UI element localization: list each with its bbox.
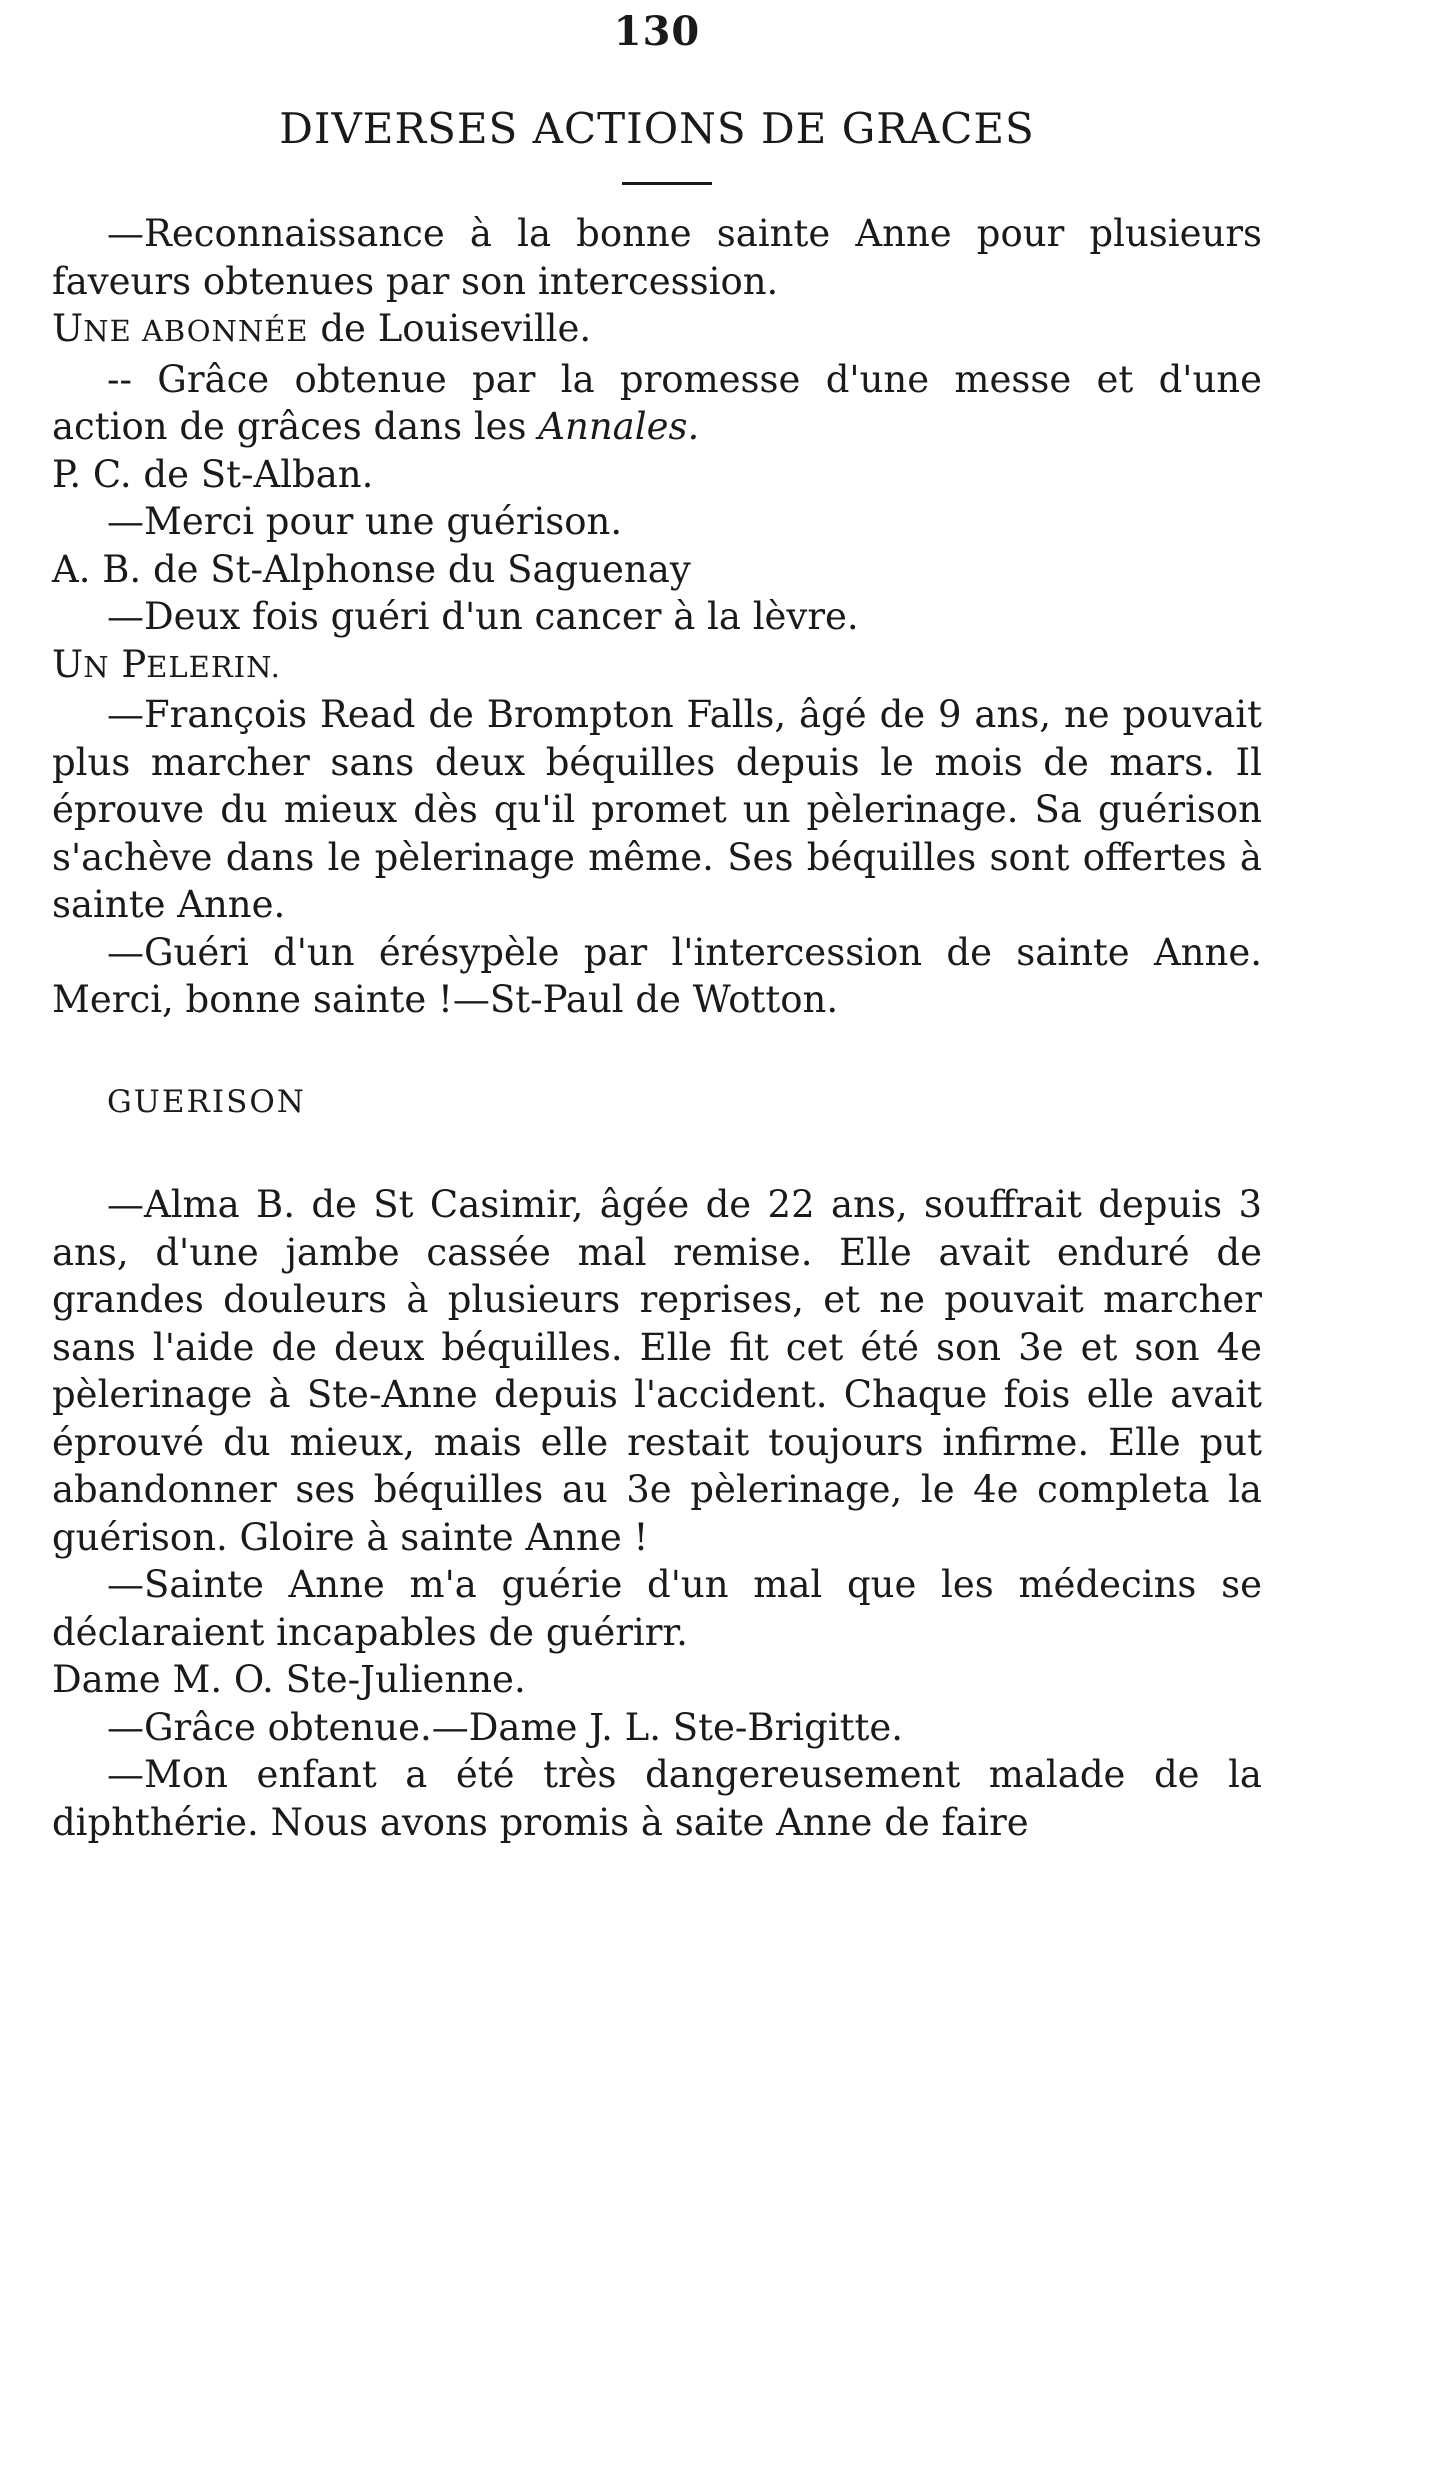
entry-paragraph: —Sainte Anne m'a guérie d'un mal que les médecins se déclaraient incapables de guérirr.: [52, 1563, 1262, 1654]
entry-paragraph: —Deux fois guéri d'un cancer à la lèvre.: [107, 595, 859, 638]
entry-signature: A. B. de St-Alphonse du Saguenay: [52, 547, 691, 591]
entry-paragraph: —Guéri d'un érésypèle par l'intercession de sainte Anne. Merci, bonne sainte !—St-Paul de Wotton.: [52, 930, 1262, 1021]
entry-paragraph: -- Grâce obtenue par la promesse d'une messe et d'une action de grâces dans les Annales.: [52, 357, 1262, 448]
entry-paragraph: —Mon enfant a été très dangereusement malade de la diphthérie. Nous avons promis à saite Anne de faire: [52, 1753, 1262, 1844]
title-divider: [622, 182, 712, 185]
entry-signature: P. C. de St-Alban.: [52, 452, 374, 496]
section-gap: [52, 1024, 1262, 1079]
entry-signature: UN PELERIN.: [52, 642, 281, 686]
section-gap: [52, 1126, 1262, 1181]
body-text: [52, 210, 1262, 1846]
document-page: [52, 0, 1262, 2470]
entry-paragraph: —Grâce obtenue.—Dame J. L. Ste-Brigitte.: [107, 1705, 904, 1749]
entry-paragraph: —François Read de Brompton Falls, âgé de 9 ans, ne pouvait plus marcher sans deux béquilles depuis le mois de mars. Il éprouve du mieux dès qu'il promet un pèlerinage. Sa guérison s'achève dans le pèlerinage même. Ses béquilles sont offertes à sainte Anne.: [52, 693, 1262, 926]
section-title: DIVERSES ACTIONS DE GRACES: [279, 104, 1035, 153]
entry-paragraph: —Alma B. de St Casimir, âgée de 22 ans, souffrait depuis 3 ans, d'une jambe cassée mal remise. Elle avait enduré de grandes douleurs à plusieurs reprises, et ne pouvait marcher sans l'aide de deux béquilles. Elle fit cet été son 3e et son 4e pèlerinage à Ste-Anne depuis l'accident. Chaque fois elle avait éprouvé du mieux, mais elle restait toujours infirme. Elle put abandonner ses béquilles au 3e pèlerinage, le 4e completa la guérison. Gloire à sainte Anne !: [52, 1183, 1262, 1559]
entry-paragraph: —Merci pour une guérison.: [107, 500, 623, 543]
entry-paragraph: —Reconnaissance à la bonne sainte Anne pour plusieurs faveurs obtenues par son intercession.: [52, 212, 1262, 303]
entry-signature: Dame M. O. Ste-Julienne.: [52, 1658, 526, 1701]
subheading: GUERISON: [107, 1083, 306, 1120]
page-number: 130: [613, 8, 701, 55]
entry-signature: UNE ABONNÉE de Louiseville.: [52, 307, 592, 350]
